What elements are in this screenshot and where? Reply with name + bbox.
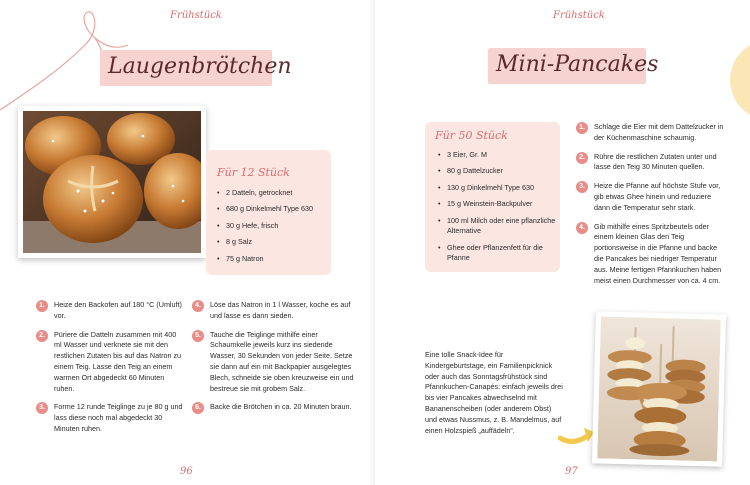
ingredient-item: • 3 Eier, Gr. M (438, 150, 556, 160)
mini-pancakes-image (597, 316, 721, 461)
mini-pancakes-photo (592, 311, 726, 466)
section-label: Frühstück (170, 10, 222, 21)
step-number-badge: 4. (192, 300, 204, 312)
step-number-badge: 5. (192, 330, 204, 342)
ingredient-item: • 130 g Dinkelmehl Type 630 (438, 183, 556, 193)
step-item (576, 181, 726, 213)
step-number-badge: 3. (36, 402, 48, 414)
tip-text: Eine tolle Snack-Idee für Kindergeburtstage, ein Familienpicknick oder auch das Sonntagsfrühstück sind Pfannkuchen-Canapés: einfach jeweils drei bis vier Pancakes abwechselnd mit Bananenscheiben (oder anderem Obst) und etwas Nussmus, z. B. Mandelmus, auf einen Holzspieß „auffädeln“. (425, 350, 563, 435)
step-item (192, 300, 360, 322)
step-text: Tauche die Teiglinge mithilfe einer Schaumkelle jeweils kurz ins siedende Wasser, 30 Sekunden von jeder Seite. Setze sie dann auf ein mit Backpapier ausgelegtes Blech, schneide sie oben kreuzweise ein und bestreue sie mit grobem Salz. (210, 329, 354, 393)
step-item (576, 222, 726, 287)
ingredient-item: • Ghee oder Pflanzenfett für die Pfanne (438, 243, 556, 264)
ingredient-item: • 75 g Natron (217, 254, 327, 264)
pretzel-rolls-photo (18, 106, 206, 258)
pretzel-rolls-image (23, 111, 201, 253)
step-item (576, 152, 726, 174)
steps-column-1 (36, 300, 184, 443)
step-number-badge: 1. (36, 300, 48, 312)
step-item (36, 300, 184, 322)
ingredient-item: • 100 ml Milch oder eine pflanzliche Alternative (438, 216, 556, 237)
ingredient-item: • 30 g Hefe, frisch (217, 221, 327, 231)
step-item (36, 330, 184, 395)
step-item (576, 122, 726, 144)
yield-label: Für 50 Stück (435, 129, 508, 142)
steps-column (576, 122, 726, 294)
step-number-badge: 6. (192, 402, 204, 414)
ingredient-item: • 8 g Salz (217, 237, 327, 247)
ingredient-item: • 2 Datteln, getrocknet (217, 188, 327, 198)
step-number-badge: 1. (576, 122, 588, 134)
ingredient-item: • 80 g Dattelzucker (438, 166, 556, 176)
step-item (192, 330, 360, 395)
step-number-badge: 2. (36, 330, 48, 342)
step-text: Heize den Backofen auf 180 °C (Umluft) vor. (54, 300, 182, 320)
step-number-badge: 2. (576, 152, 588, 164)
yellow-brush-decoration (730, 40, 750, 120)
step-text: Forme 12 runde Teiglinge zu je 80 g und lass diese noch mal abgedeckt 30 Minuten ruhen. (54, 402, 183, 433)
page-number: 97 (565, 466, 578, 477)
step-item (36, 402, 184, 434)
yield-label: Für 12 Stück (217, 166, 290, 179)
ingredient-item: • 680 g Dinkelmehl Type 630 (217, 204, 327, 214)
step-text: Rühre die restlichen Zutaten unter und lasse den Teig 30 Minuten quellen. (594, 151, 717, 172)
step-item (192, 402, 360, 413)
step-text: Heize die Pfanne auf höchste Stufe vor, gib etwas Ghee hinein und reduziere dann die Temperatur sehr stark. (594, 181, 721, 212)
step-number-badge: 3. (576, 181, 588, 193)
section-label: Frühstück (553, 10, 605, 21)
step-text: Schlage die Eier mit dem Dattelzucker in der Küchenmaschine schaumig. (594, 122, 724, 142)
ingredient-list (438, 150, 556, 270)
step-text: Püriere die Datteln zusammen mit 400 ml Wasser und verknete sie mit den restlichen Zutaten bis auf das Natron zu einem Teig. Lasse den Teig an einem warmen Ort abgedeckt 60 Minuten ruhen. (54, 329, 182, 393)
page-number: 96 (180, 466, 193, 477)
step-text: Backe die Brötchen in ca. 20 Minuten braun. (210, 402, 352, 412)
step-text: Löse das Natron in 1 l Wasser, koche es auf und lasse es dann sieden. (210, 300, 351, 320)
step-text: Gib mithilfe eines Spritzbeutels oder einem kleinen Glas den Teig portionsweise in die Pfanne und backe die Pancakes bei niedriger Temperatur aus. Meine fertigen Pfannkuchen haben meist einen Durchmesser von ca. 4 cm. (594, 221, 722, 285)
steps-column-2 (192, 300, 360, 421)
ingredient-item: • 15 g Weinstein-Backpulver (438, 199, 556, 209)
ingredient-list (217, 188, 327, 270)
step-number-badge: 4. (576, 222, 588, 234)
right-page (375, 0, 750, 485)
recipe-title: Mini-Pancakes (496, 52, 659, 77)
recipe-title: Laugenbrötchen (108, 54, 292, 79)
